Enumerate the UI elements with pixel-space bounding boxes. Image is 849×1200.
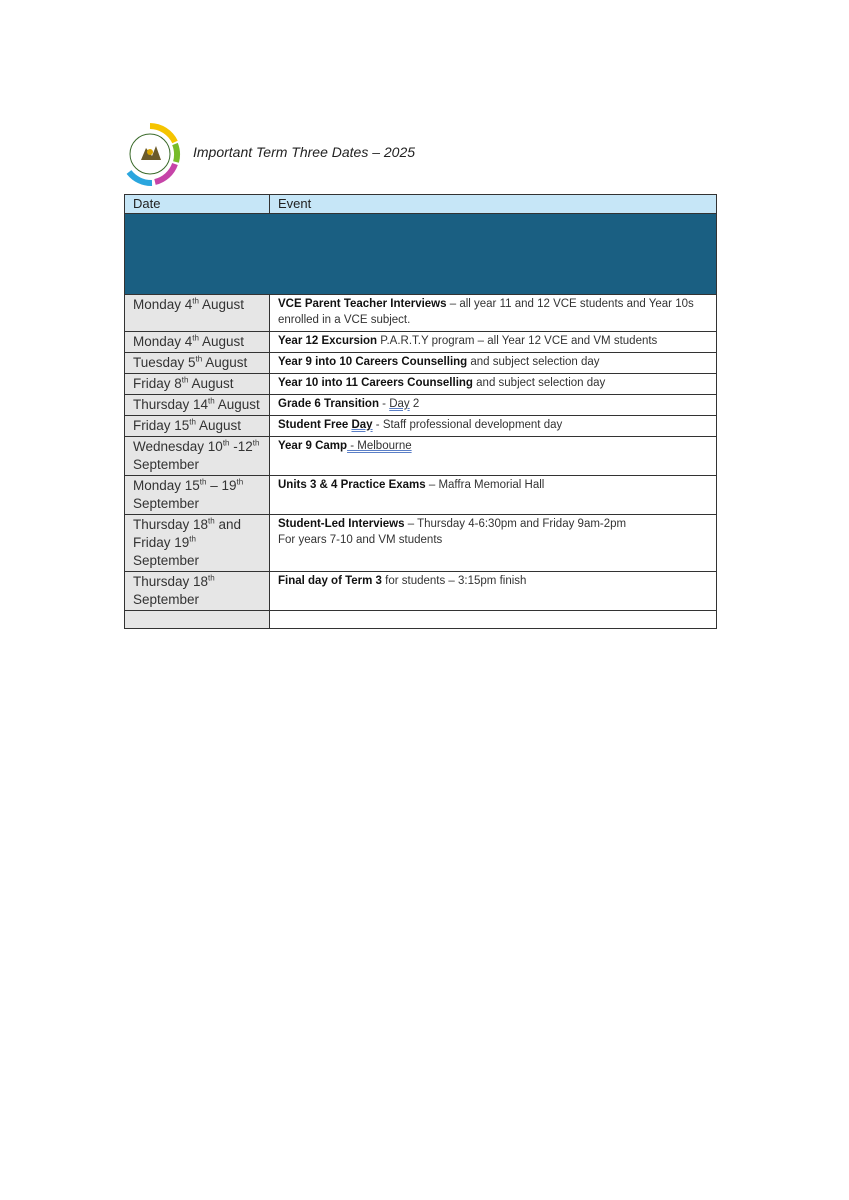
table-row (125, 572, 717, 611)
table-row (125, 395, 717, 416)
school-logo (119, 120, 181, 188)
event-cell: Grade 6 Transition - Day 2 (270, 395, 717, 416)
table-row (125, 437, 717, 476)
date-cell: Monday 4th August (125, 332, 270, 353)
column-header-event: Event (270, 195, 717, 214)
date-cell: Friday 8th August (125, 374, 270, 395)
event-cell: Student Free Day - Staff professional development day (270, 416, 717, 437)
table-row (125, 295, 717, 332)
event-cell: Year 12 Excursion P.A.R.T.Y program – all Year 12 VCE and VM students (270, 332, 717, 353)
date-cell: Thursday 18th September (125, 572, 270, 611)
table-row (125, 332, 717, 353)
table-row (125, 416, 717, 437)
event-cell: Year 9 Camp - Melbourne (270, 437, 717, 476)
banner-block (125, 214, 717, 295)
table-header-row (125, 195, 717, 214)
event-cell: Units 3 & 4 Practice Exams – Maffra Memorial Hall (270, 476, 717, 515)
date-cell: Friday 15th August (125, 416, 270, 437)
date-cell: Tuesday 5th August (125, 353, 270, 374)
date-cell: Thursday 14th August (125, 395, 270, 416)
date-cell: Wednesday 10th -12th September (125, 437, 270, 476)
page-title: Important Term Three Dates – 2025 (193, 144, 416, 160)
table-row-empty (125, 611, 717, 629)
banner-row (125, 214, 717, 295)
table-row (125, 515, 717, 572)
event-cell: VCE Parent Teacher Interviews – all year 11 and 12 VCE students and Year 10s enrolled in a VCE subject. (270, 295, 717, 332)
date-cell-empty (125, 611, 270, 629)
event-cell: Final day of Term 3 for students – 3:15pm finish (270, 572, 717, 611)
event-cell: Year 9 into 10 Careers Counselling and subject selection day (270, 353, 717, 374)
column-header-date: Date (125, 195, 270, 214)
table-row (125, 476, 717, 515)
date-cell: Thursday 18th and Friday 19th September (125, 515, 270, 572)
table-row (125, 374, 717, 395)
date-cell: Monday 4th August (125, 295, 270, 332)
table-row (125, 353, 717, 374)
term-dates-table (124, 194, 717, 629)
event-cell: Student-Led Interviews – Thursday 4-6:30pm and Friday 9am-2pm For years 7-10 and VM students (270, 515, 717, 572)
event-cell: Year 10 into 11 Careers Counselling and subject selection day (270, 374, 717, 395)
event-cell-empty (270, 611, 717, 629)
date-cell: Monday 15th – 19th September (125, 476, 270, 515)
